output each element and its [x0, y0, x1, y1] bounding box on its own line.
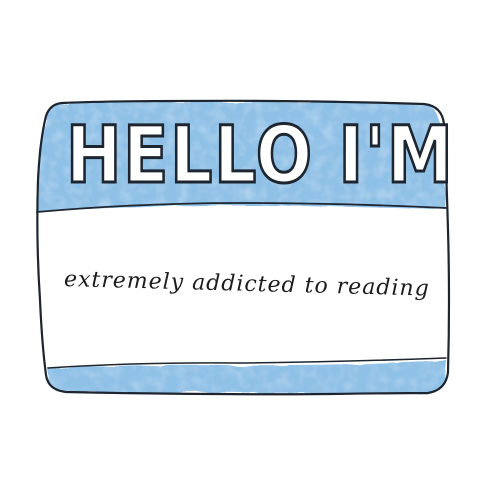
hello-im-heading: HELLO I'M: [66, 111, 455, 201]
name-tag-message: extremely addicted to reading: [63, 267, 431, 302]
